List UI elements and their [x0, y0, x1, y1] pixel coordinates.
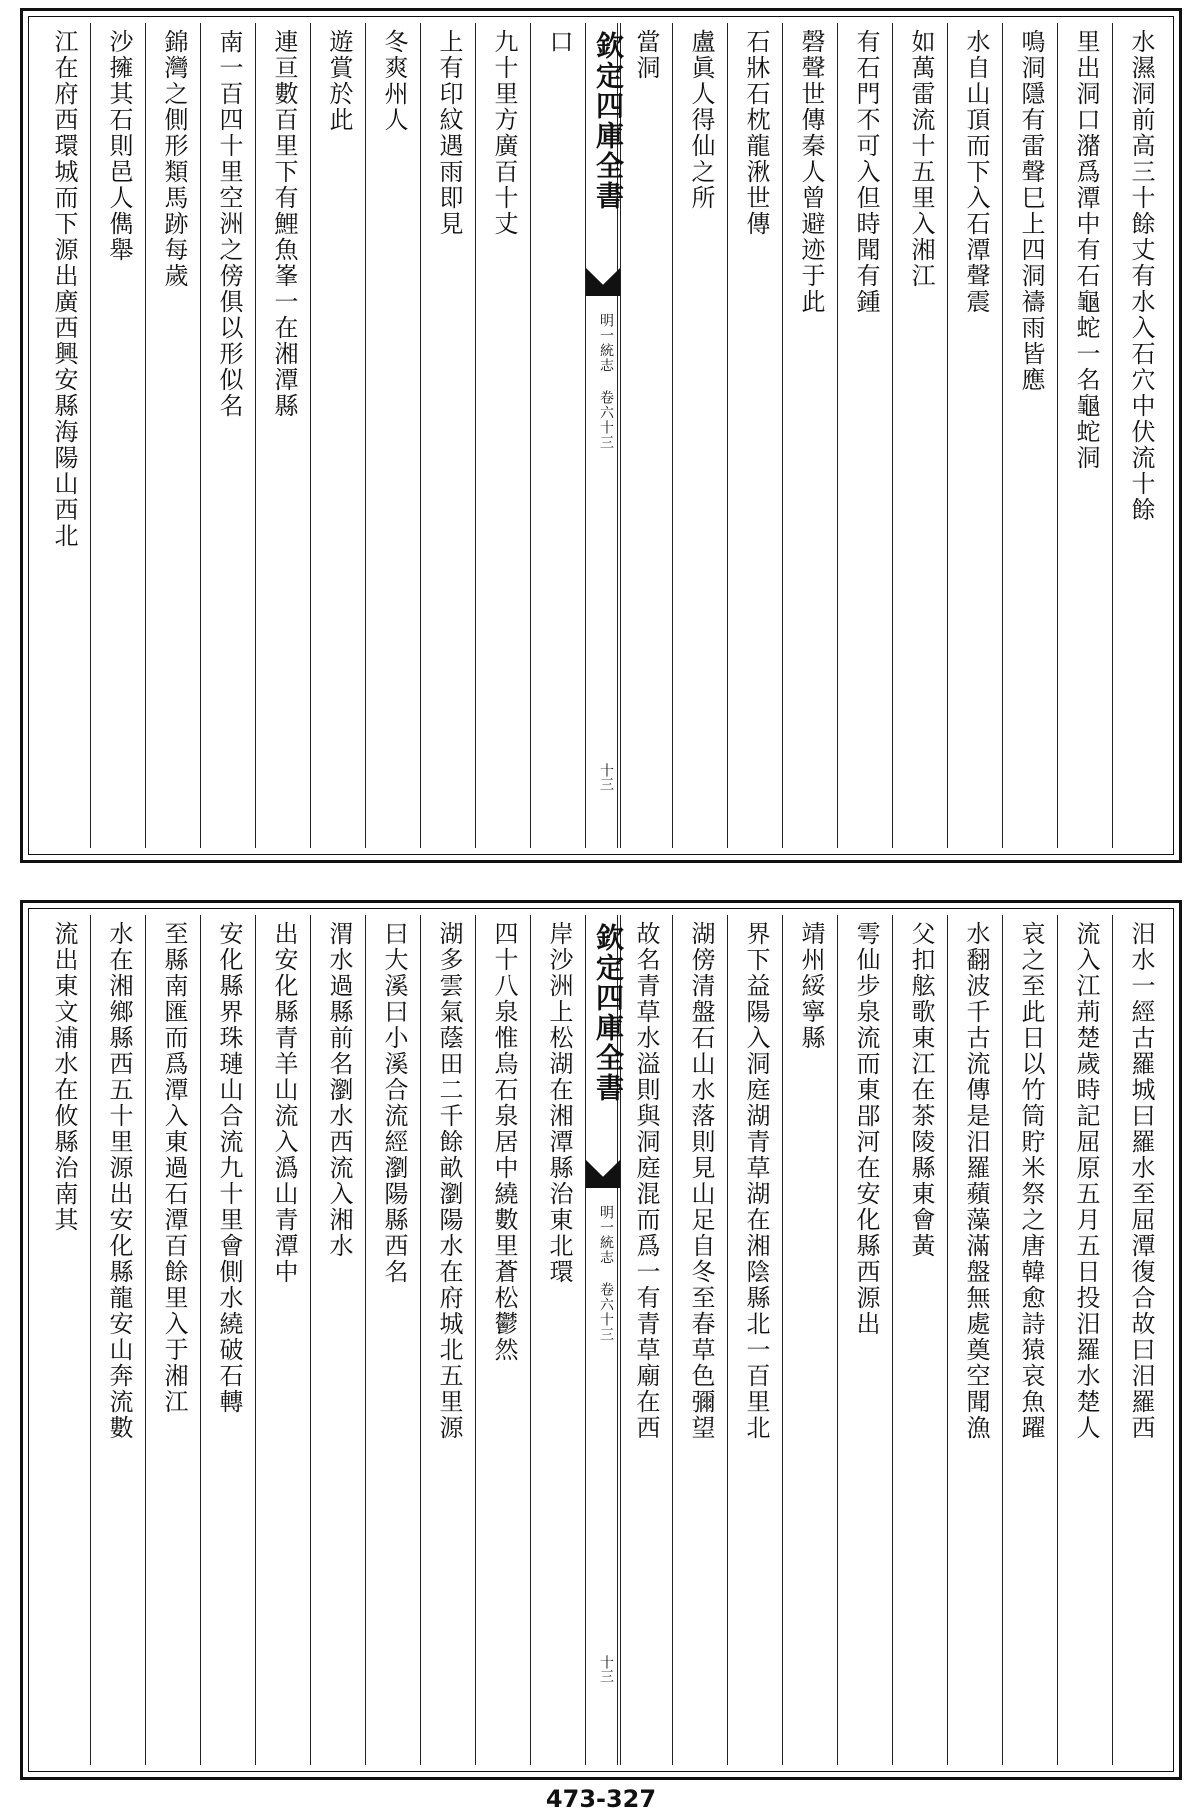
text-column: 流出東文浦水在攸縣治南其: [50, 921, 78, 1233]
text-column: 磬聲世傳秦人曾避迹于此: [782, 23, 837, 848]
text-column: 水翻波千古流傳是汨羅蘋藻滿盤無處奠空聞漁: [947, 915, 1002, 1765]
text-column: 故名青草水溢則與洞庭混而爲一有青草廟在西: [617, 915, 672, 1765]
text-column: 冬爽州人: [365, 23, 420, 848]
text-column: 界下益陽入洞庭湖青草湖在湘陰縣北一百里北: [727, 915, 782, 1765]
text-column: 哀之至此日以竹筒貯米祭之唐韓愈詩猿哀魚躍: [1002, 915, 1057, 1765]
text-column: 九十里方廣百十丈: [475, 23, 530, 848]
text-column: 遊賞於此: [310, 23, 365, 848]
text-column: 流入江荊楚歲時記屈原五月五日投汨羅水楚人: [1057, 915, 1112, 1765]
text-column: 沙擁其石則邑人儁舉: [90, 23, 145, 848]
page-bottom: [20, 900, 1182, 1780]
center-fold: [585, 915, 625, 1765]
text-column: 里出洞口潴爲潭中有石龜蛇一名龜蛇洞: [1057, 23, 1112, 848]
page-number: 十三: [598, 1655, 614, 1683]
text-column: 四十八泉惟烏石泉居中繞數里蒼松鬱然: [475, 915, 530, 1765]
text-column: 有石門不可入但時聞有鍾: [837, 23, 892, 848]
text-column: 盧眞人得仙之所: [672, 23, 727, 848]
text-column: 湖傍清盤石山水落則見山足自冬至春草色彌望: [672, 915, 727, 1765]
page-top: [20, 8, 1182, 863]
text-column: 渭水過縣前名瀏水西流入湘水: [310, 915, 365, 1765]
text-column: 上有印紋遇雨即見: [420, 23, 475, 848]
right-half: [617, 915, 1167, 1765]
volume-label: 明一統志 卷六十三: [598, 1205, 614, 1342]
text-column: 水在湘鄉縣西五十里源出安化縣龍安山奔流數: [90, 915, 145, 1765]
page-number: 十三: [598, 763, 614, 791]
fishtail-mark: [586, 268, 620, 296]
left-half: [35, 915, 585, 1765]
text-column: 水自山頂而下入石潭聲震: [947, 23, 1002, 848]
header-title: 欽定四庫全書: [592, 923, 625, 1103]
text-column: 靖州綏寧縣: [782, 915, 837, 1765]
text-column: 連亘數百里下有鯉魚峯一在湘潭縣: [255, 23, 310, 848]
text-column: 安化縣界珠璉山合流九十里會側水繞破石轉: [200, 915, 255, 1765]
text-column: 雩仙步泉流而東郘河在安化縣西源出: [837, 915, 892, 1765]
text-column: 口: [530, 23, 585, 848]
volume-label: 明一統志 卷六十三: [598, 313, 614, 450]
text-column: 岸沙洲上松湖在湘潭縣治東北環: [530, 915, 585, 1765]
text-column: 至縣南匯而爲潭入東過石潭百餘里入于湘江: [145, 915, 200, 1765]
left-half: [35, 23, 585, 848]
text-column: 當洞: [617, 23, 672, 848]
text-column: 鳴洞隱有雷聲巳上四洞禱雨皆應: [1002, 23, 1057, 848]
text-column: 南一百四十里空洲之傍俱以形似名: [200, 23, 255, 848]
text-column: 石牀石枕龍湫世傳: [727, 23, 782, 848]
text-column: 水濕洞前高三十餘丈有水入石穴中伏流十餘: [1112, 23, 1167, 848]
center-fold: [585, 23, 625, 848]
text-column: 錦灣之側形類馬跡每歲: [145, 23, 200, 848]
text-column: 父扣舷歌東江在茶陵縣東會黃: [892, 915, 947, 1765]
fishtail-mark: [586, 1160, 620, 1188]
text-column: 江在府西環城而下源出廣西興安縣海陽山西北: [50, 29, 78, 549]
right-half: [617, 23, 1167, 848]
header-title: 欽定四庫全書: [592, 31, 625, 211]
text-column: 湖多雲氣蔭田二千餘畝瀏陽水在府城北五里源: [420, 915, 475, 1765]
text-column: 汨水一經古羅城曰羅水至屈潭復合故曰汨羅西: [1112, 915, 1167, 1765]
text-column: 出安化縣青羊山流入潙山青潭中: [255, 915, 310, 1765]
text-column: 曰大溪曰小溪合流經瀏陽縣西名: [365, 915, 420, 1765]
text-column: 如萬雷流十五里入湘江: [892, 23, 947, 848]
footer-page-code: 473-327: [545, 1785, 657, 1813]
